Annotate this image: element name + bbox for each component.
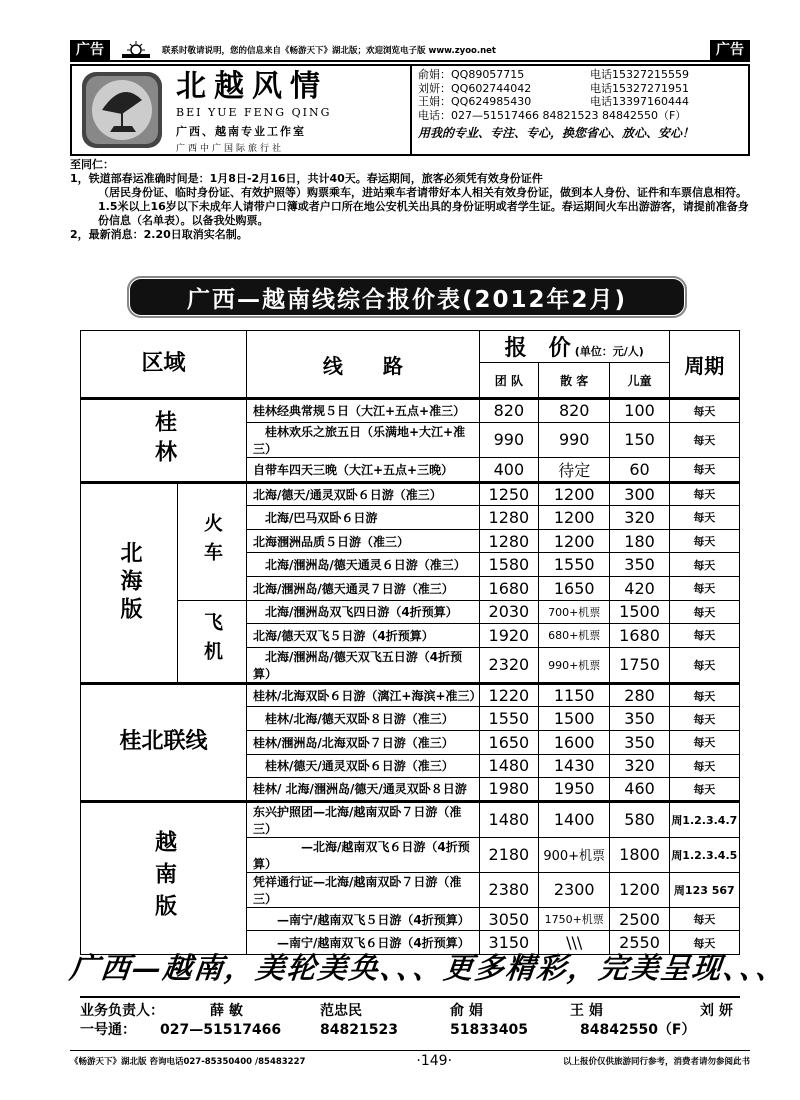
brand-logo-icon (80, 70, 164, 150)
route-cell: —北海/越南双飞６日游（4折预算） (247, 837, 480, 872)
cycle-cell: 周123 567 (669, 872, 739, 907)
price-scatter: 990+机票 (538, 647, 609, 683)
route-cell: 北海/涠洲岛/德天通灵７日游（准三） (247, 576, 480, 600)
price-table (80, 330, 740, 955)
cycle-cell: 每天 (669, 683, 739, 707)
price-group: 1250 (479, 482, 538, 506)
area-vietnam: 越南版 (81, 801, 247, 954)
price-group: 1580 (479, 553, 538, 577)
contact-tel: 电话13397160444 (590, 95, 689, 108)
price-child: 1800 (610, 837, 669, 872)
notice-title: 至同仁： (70, 158, 114, 171)
price-scatter: 1550 (538, 553, 609, 577)
cycle-cell: 每天 (669, 422, 739, 457)
price-child: 1500 (610, 600, 669, 624)
advertiser-header (70, 64, 750, 156)
price-scatter: 1200 (538, 482, 609, 506)
contact-tel: 电话15327271951 (590, 81, 689, 95)
price-scatter: 1950 (538, 778, 609, 802)
price-child: 100 (610, 399, 669, 423)
price-scatter: 1200 (538, 506, 609, 530)
price-child: 320 (610, 506, 669, 530)
table-row (81, 399, 740, 423)
cycle-cell: 周1.2.3.4.7 (669, 801, 739, 837)
contact-row (418, 68, 742, 82)
area-guibei: 桂北联线 (81, 683, 247, 801)
price-scatter: 700+机票 (538, 600, 609, 624)
header-slogan: 用我的专业、专注、专心，换您省心、放心、安心！ (418, 126, 695, 140)
route-cell: 桂林经典常规５日（大江+五点+准三） (247, 399, 480, 423)
cycle-cell: 每天 (669, 482, 739, 506)
cycle-cell: 每天 (669, 553, 739, 577)
price-child: 1680 (610, 624, 669, 648)
cycle-cell: 每天 (669, 931, 739, 955)
route-cell: 北海/德天/通灵双卧６日游（准三） (247, 482, 480, 506)
price-child: 300 (610, 482, 669, 506)
title-banner (127, 276, 687, 318)
price-scatter: 1750+机票 (538, 907, 609, 931)
footer-label-hotline: 一号通： (80, 1022, 136, 1038)
price-child: 60 (610, 457, 669, 482)
price-group: 820 (479, 399, 538, 423)
price-child: 1200 (610, 872, 669, 907)
contact-block (412, 66, 748, 154)
route-cell: 桂林/德天/通灵双卧６日游（准三） (247, 754, 480, 778)
manager-name: 薛 敏 (210, 1003, 243, 1019)
cycle-cell: 每天 (669, 600, 739, 624)
brand-subtitle: 广西、越南专业工作室 (176, 125, 306, 138)
brand-name: 北越风情 (176, 69, 328, 104)
price-child: 280 (610, 683, 669, 707)
area-guilin: 桂林 (81, 399, 247, 483)
promo-slogan: 广西—越南，美轮美奂、、、更多精彩，完美呈现、、、 (68, 951, 789, 985)
price-scatter: 1500 (538, 707, 609, 731)
price-group: 1980 (479, 778, 538, 802)
price-child: 320 (610, 754, 669, 778)
price-child: 150 (610, 422, 669, 457)
manager-name: 刘 妍 (700, 1003, 733, 1019)
price-group: 400 (479, 457, 538, 482)
cycle-cell: 每天 (669, 624, 739, 648)
manager-name: 范忠民 (320, 1003, 362, 1019)
contact-qq: 刘妍：QQ602744042 (418, 81, 532, 95)
header-price-label: 报 价 (504, 336, 571, 361)
price-scatter: 680+机票 (538, 624, 609, 648)
cycle-cell: 每天 (669, 707, 739, 731)
header-child: 儿童 (610, 363, 669, 399)
footer-left-text: 《畅游天下》湖北版 咨询电话027-85350400 /85483227 (70, 1056, 306, 1067)
ad-tag-right: 广告 (710, 40, 750, 60)
table-header-row (81, 331, 740, 363)
contact-row (418, 82, 742, 96)
banner-title: 广西—越南线综合报价表(2012年2月) (186, 286, 628, 313)
cycle-cell: 每天 (669, 506, 739, 530)
table-row (81, 801, 740, 837)
cycle-cell: 周1.2.3.4.5 (669, 837, 739, 872)
route-cell: 北海/德天双飞５日游（4折预算） (247, 624, 480, 648)
cycle-cell: 每天 (669, 730, 739, 754)
area-beihai: 北海版 (81, 482, 178, 683)
price-group: 2180 (479, 837, 538, 872)
hotline-number: 84821523 (320, 1022, 398, 1038)
price-child: 420 (610, 576, 669, 600)
route-cell: 凭祥通行证—北海/越南双卧７日游（准三） (247, 872, 480, 907)
route-cell: 东兴护照团—北海/越南双卧７日游（准三） (247, 801, 480, 837)
price-group: 990 (479, 422, 538, 457)
price-scatter: 900+机票 (538, 837, 609, 872)
top-info-text: 联系时敬请说明，您的信息来自《畅游天下》湖北版；欢迎浏览电子版 www.zyoo.net (162, 46, 496, 56)
route-cell: 桂林/北海双卧６日游（漓江+海滨+准三） (247, 683, 480, 707)
price-child: 180 (610, 529, 669, 553)
price-group: 1550 (479, 707, 538, 731)
footer-right-text: 以上报价仅供旅游同行参考，消费者请勿参阅此书 (562, 1056, 750, 1067)
price-child: 460 (610, 778, 669, 802)
cycle-cell: 每天 (669, 647, 739, 683)
header-area: 区域 (81, 331, 247, 399)
route-cell: 自带车四天三晚（大江+五点+三晚） (247, 457, 480, 482)
price-group: 2320 (479, 647, 538, 683)
page-number: ·149· (416, 1052, 453, 1069)
price-group: 2380 (479, 872, 538, 907)
cycle-cell: 每天 (669, 778, 739, 802)
header-cycle: 周期 (669, 331, 739, 399)
hotline-number: 84842550（F） (580, 1022, 696, 1038)
notice-block (70, 158, 750, 242)
phone-line: 电话：027—51517466 84821523 84842550（F） (418, 108, 687, 122)
cycle-cell: 每天 (669, 576, 739, 600)
magazine-logo-icon (116, 41, 156, 59)
ad-tag-left: 广告 (70, 40, 110, 60)
price-child: 2500 (610, 907, 669, 931)
route-cell: 北海/涠洲岛双飞四日游（4折预算） (247, 600, 480, 624)
brand-block (72, 66, 412, 154)
price-scatter: 820 (538, 399, 609, 423)
price-scatter: 1400 (538, 801, 609, 837)
price-scatter: 1150 (538, 683, 609, 707)
route-cell: 桂林欢乐之旅五日（乐满地+大江+准三） (247, 422, 480, 457)
header-price (479, 331, 669, 363)
price-scatter: 1650 (538, 576, 609, 600)
price-scatter: 1600 (538, 730, 609, 754)
table-row (81, 683, 740, 707)
price-group: 1480 (479, 801, 538, 837)
route-cell: 北海/巴马双卧６日游 (247, 506, 480, 530)
price-scatter: 1200 (538, 529, 609, 553)
cycle-cell: 每天 (669, 457, 739, 482)
notice-item-2: 2，最新消息：2.20日取消实名制。 (70, 228, 248, 241)
price-child: 350 (610, 707, 669, 731)
footer-label-managers: 业务负责人： (80, 1003, 164, 1019)
price-group: 1650 (479, 730, 538, 754)
price-child: 350 (610, 553, 669, 577)
header-route: 线 路 (247, 331, 480, 399)
hotline-number: 027—51517466 (160, 1022, 282, 1038)
contact-row (418, 95, 742, 109)
cycle-cell: 每天 (669, 529, 739, 553)
route-cell: 北海/涠洲岛/德天双飞五日游（4折预算） (247, 647, 480, 683)
cycle-cell: 每天 (669, 399, 739, 423)
price-scatter: 2300 (538, 872, 609, 907)
route-cell: —南宁/越南双飞６日游（4折预算） (247, 931, 480, 955)
subarea-plane: 飞机 (178, 600, 247, 683)
top-ad-bar (70, 40, 750, 62)
price-scatter: \\\ (538, 931, 609, 955)
price-scatter: 1430 (538, 754, 609, 778)
price-group: 1280 (479, 529, 538, 553)
page-footer (70, 1050, 750, 1070)
header-group: 团 队 (479, 363, 538, 399)
price-scatter: 990 (538, 422, 609, 457)
price-group: 2030 (479, 600, 538, 624)
route-cell: 北海涠洲品质５日游（准三） (247, 529, 480, 553)
header-price-unit: (单位：元/人) (574, 345, 644, 358)
route-cell: 桂林/ 北海/涠洲岛/德天/通灵双卧８日游 (247, 778, 480, 802)
price-group: 1480 (479, 754, 538, 778)
brand-text (172, 66, 331, 154)
cycle-cell: 每天 (669, 907, 739, 931)
table-row (81, 482, 740, 506)
footer-hotline (80, 1021, 740, 1040)
price-scatter: 待定 (538, 457, 609, 482)
brand-logo (72, 66, 172, 154)
table-row (81, 600, 740, 624)
header-scatter: 散 客 (538, 363, 609, 399)
price-child: 2550 (610, 931, 669, 955)
contact-qq: 俞娟：QQ89057715 (418, 68, 525, 81)
notice-item-1-detail: （居民身份证、临时身份证、有效护照等）购票乘车，进站乘车者请带好本人相关有效身份证，做到本人身份、证件和车票信息相符。1.5米以上16岁以下未成年人请带户口簿或者户口所在地公安机关出具的身份证明或者学生证。春运期间火车出游游客，请提前准备身份信息（名单表）。以备我处购票。 (98, 186, 749, 227)
route-cell: 北海/涠洲岛/德天通灵６日游（准三） (247, 553, 480, 577)
price-child: 350 (610, 730, 669, 754)
footer-contacts (80, 996, 740, 1042)
price-group: 1920 (479, 624, 538, 648)
price-group: 1220 (479, 683, 538, 707)
brand-pinyin: BEI YUE FENG QING (176, 106, 332, 119)
manager-name: 王 娟 (570, 1003, 603, 1019)
price-child: 1750 (610, 647, 669, 683)
brand-agency: 广西中广国际旅行社 (176, 144, 285, 154)
route-cell: 桂林/北海/德天双卧８日游（准三） (247, 707, 480, 731)
price-group: 3050 (479, 907, 538, 931)
manager-name: 俞 娟 (450, 1003, 483, 1019)
contact-qq: 王娟：QQ624985430 (418, 95, 532, 108)
hotline-number: 51833405 (450, 1022, 528, 1038)
price-group: 3150 (479, 931, 538, 955)
route-cell: 桂林/涠洲岛/北海双卧７日游（准三） (247, 730, 480, 754)
notice-item-1: 1，铁道部春运准确时间是：1月8日-2月16日，共计40天。春运期间，旅客必须凭有效身份证件 (70, 172, 543, 185)
price-group: 1680 (479, 576, 538, 600)
route-cell: —南宁/越南双飞５日游（4折预算） (247, 907, 480, 931)
footer-managers (80, 1002, 740, 1021)
price-group: 1280 (479, 506, 538, 530)
cycle-cell: 每天 (669, 754, 739, 778)
subarea-train: 火车 (178, 482, 247, 600)
contact-tel: 电话15327215559 (590, 68, 689, 81)
price-child: 580 (610, 801, 669, 837)
